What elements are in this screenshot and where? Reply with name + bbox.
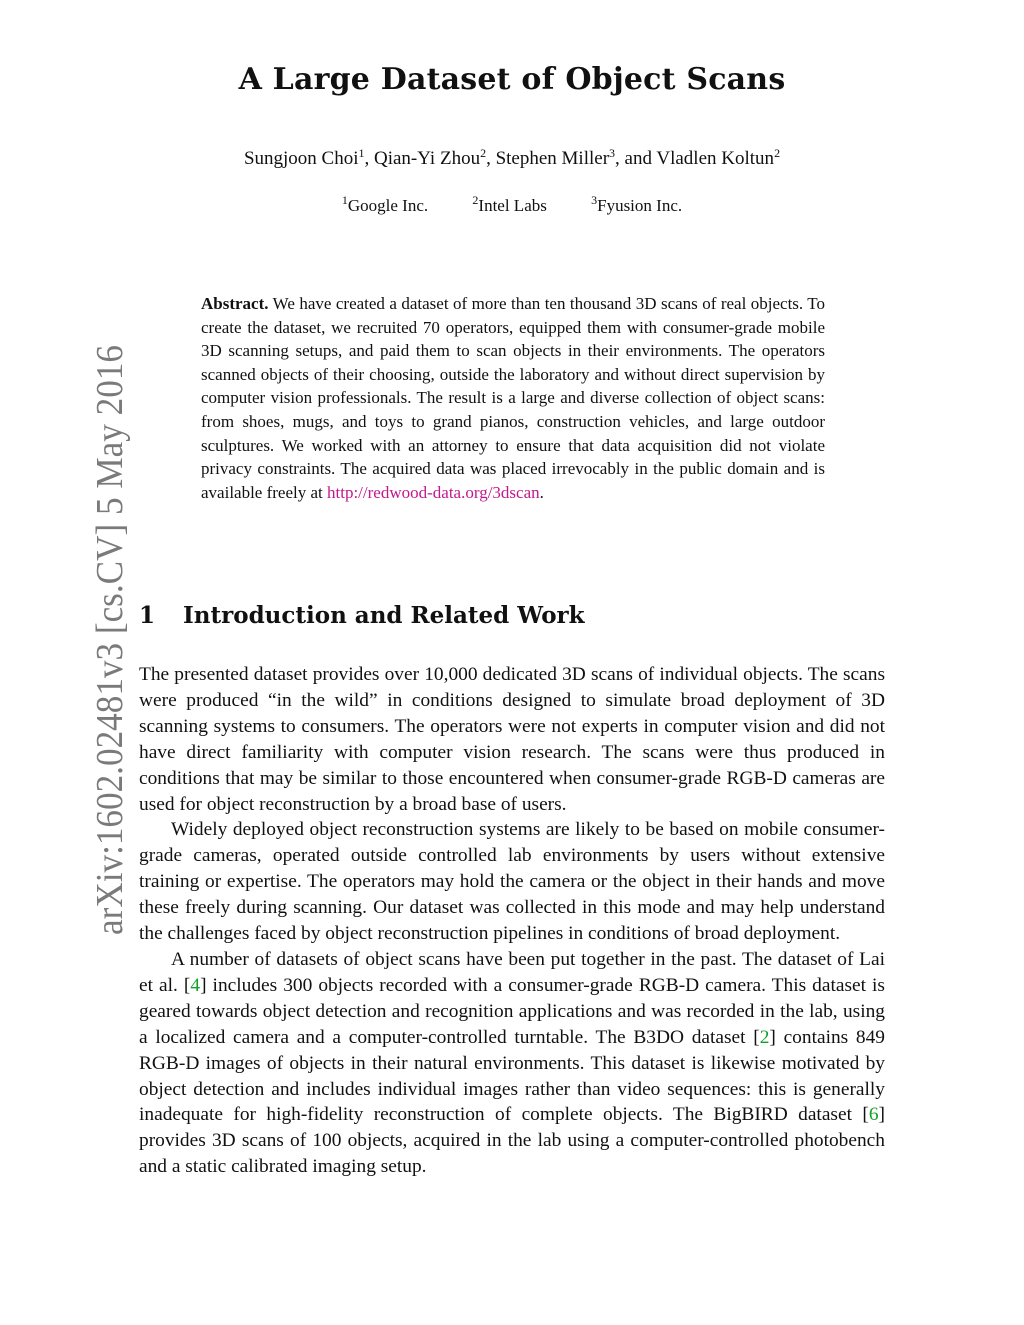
abstract-end: . — [539, 482, 544, 502]
author-separator: , — [364, 148, 374, 169]
author-separator: , — [486, 148, 496, 169]
arxiv-stamp-svg — [78, 340, 138, 940]
paragraph-text: A number of datasets of object scans have been put together in the past. The dataset of Lai et al. [ — [139, 948, 885, 996]
abstract-label: Abstract. — [201, 294, 269, 313]
paragraph: The presented dataset provides over 10,000 dedicated 3D scans of individual objects. The scans were produced “in the wild” in conditions designed to simulate broad deployment of 3D scanning systems to consumers. The operators were not experts in computer vision and did not have direct familiarity with computer vision research. The scans were thus produced in conditions that may be similar to those encountered when consumer-grade RGB-D cameras are used for object reconstruction by a broad base of users. — [139, 664, 885, 815]
affiliation — [341, 193, 429, 216]
citation-link[interactable]: 4 — [190, 974, 201, 996]
arxiv-identifier-stamp — [78, 340, 138, 940]
author-affiliation-mark: 2 — [774, 146, 781, 160]
author-affiliation-mark: 3 — [609, 146, 616, 160]
affiliation-number: 2 — [472, 193, 479, 207]
abstract-text: We have created a dataset of more than ten thousand 3D scans of real objects. To create the dataset, we recruited 70 operators, equipped them with consumer-grade mobile 3D scanning setups, and paid them to scan objects in their environments. The operators scanned objects of their choosing, outside the laboratory and without direct supervision by computer vision professionals. The result is a large and diverse collection of object scans: from shoes, mugs, and toys to grand pianos, construction vehicles, and large outdoor sculptures. We worked with an attorney to ensure that data acquisition did not violate privacy constraints. The acquired data was placed irrevocably in the public domain and is available freely at — [201, 294, 825, 502]
author-name: Qian-Yi Zhou — [374, 148, 481, 169]
affiliation-name: Fyusion Inc. — [597, 196, 683, 215]
dataset-link[interactable]: http://redwood-data.org/3dscan — [327, 482, 540, 502]
abstract — [201, 292, 825, 504]
section-heading — [139, 602, 585, 629]
affiliation-name: Intel Labs — [478, 196, 547, 215]
paper-title: A Large Dataset of Object Scans — [238, 62, 786, 97]
citation-link[interactable]: 2 — [759, 1026, 770, 1048]
paragraph-text: ] contains 849 RGB-D images of objects in their natural environments. This dataset is likewise motivated by object detection and includes individual images rather than video sequences: this is generally inadequate for high-fidelity reconstruction of complete objects. The BigBIRD dataset [ — [139, 1026, 885, 1126]
author-affiliation-mark: 2 — [480, 146, 487, 160]
arxiv-stamp-text: arXiv:1602.02481v3 [cs.CV] 5 May 2016 — [89, 340, 131, 935]
body-text — [139, 662, 885, 1180]
author-affiliation-mark: 1 — [358, 146, 365, 160]
author-name: Stephen Miller — [495, 148, 610, 169]
citation-link[interactable]: 6 — [868, 1104, 879, 1126]
paragraph-text: ] includes 300 objects recorded with a consumer-grade RGB-D camera. This dataset is geared towards object detection and recognition applications and was recorded in the lab, using a localized camera and a computer-controlled turntable. The B3DO dataset [ — [139, 974, 885, 1048]
author-list — [0, 148, 1024, 170]
affiliation — [591, 193, 683, 216]
author-name: Sungjoon Choi — [243, 148, 359, 169]
author-name: Vladlen Koltun — [656, 148, 775, 169]
paragraph-text: ] provides 3D scans of 100 objects, acquired in the lab using a computer-controlled photobench and a static calibrated imaging setup. — [139, 1104, 885, 1178]
section-title: Introduction and Related Work — [183, 602, 585, 629]
affiliation-number: 3 — [591, 193, 598, 207]
affiliation-number: 1 — [341, 193, 348, 207]
section-number: 1 — [139, 602, 156, 629]
paragraph: Widely deployed object reconstruction systems are likely to be based on mobile consumer-grade cameras, operated outside controlled lab environments by users without extensive training or expertise. The operators may hold the camera or the object in their hands and move these freely during scanning. Our dataset was collected in this mode and may help understand the challenges faced by object reconstruction pipelines in conditions of broad deployment. — [139, 819, 885, 945]
affiliation-list — [0, 193, 1024, 216]
affiliation — [472, 193, 547, 216]
affiliation-name: Google Inc. — [347, 196, 429, 215]
author-separator: , and — [615, 148, 657, 169]
paragraph — [139, 947, 885, 1180]
